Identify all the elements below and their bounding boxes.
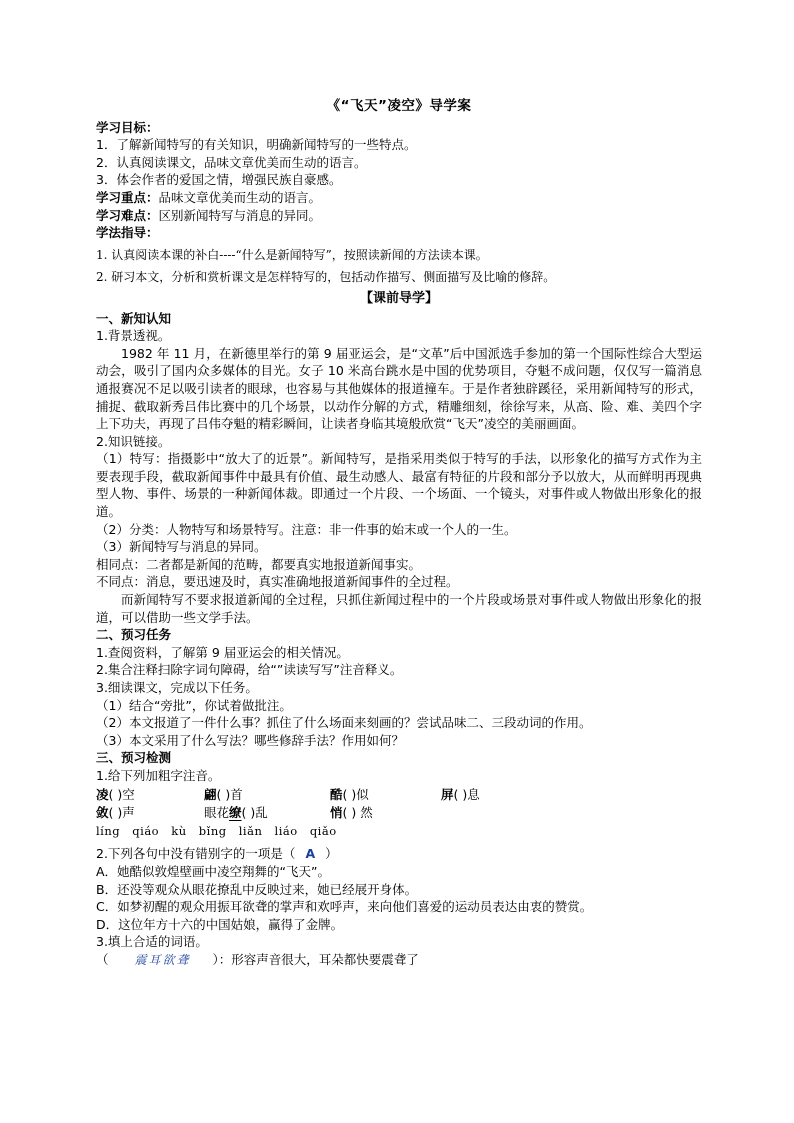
char-row-1 xyxy=(96,786,702,804)
question-2: 2.下列各句中没有错别字的一项是（ A ） xyxy=(96,846,338,862)
difficulty-line xyxy=(96,207,702,225)
difficulty-label: 学习难点： xyxy=(96,207,159,223)
difficulty-text: 区别新闻特写与消息的异同。 xyxy=(158,207,322,223)
fill-blank-answer: 震耳欲聋 xyxy=(134,952,191,967)
diff-point: 不同点：消息，要迅速及时，真实准确地报道新闻事件的全过程。 xyxy=(96,574,459,590)
goals-heading: 学习目标： xyxy=(96,119,159,135)
char-item: 凌( )空 xyxy=(96,786,135,802)
char-item: 悄( ) 然 xyxy=(330,805,373,821)
char-item: 翩( )首 xyxy=(204,786,243,802)
page-title: 《“飞天”凌空》导学案 xyxy=(326,98,472,114)
goal-item: 2．认真阅读课文，品味文章优美而生动的语言。 xyxy=(96,154,367,170)
goal-item: 1．了解新闻特写的有关知识，明确新闻特写的一些特点。 xyxy=(96,137,417,153)
goal-item: 3．体会作者的爱国之情，增强民族自豪感。 xyxy=(96,172,342,188)
option-item: B．还没等观众从眼花撩乱中反映过来，她已经展开身体。 xyxy=(96,881,418,897)
background-text: 1982 年 11 月，在新德里举行的第 9 届亚运会，是“文革”后中国派选手参加的第一个国际性综合大型运动会，吸引了国内众多媒体的目光。女子 10 米高台跳水是中国的优势项目，夺魁不成问题，仅仅写一篇消息通报赛况不足以吸引读者的眼球，也容易与其他媒体的报道撞车。于是作者独辟蹊径，采用新闻特写的形式，捕捉、截取新秀吕伟比赛中的几个场景，以动作分解的方式，精雕细刻，徐徐写来，从高、险、难、美四个字上下功夫，再现了吕伟夺魁的精彩瞬间，让读者身临其境般欣赏“飞天”凌空的美丽画面。 xyxy=(96,345,702,432)
task-item: 1.查阅资料，了解第 9 届亚运会的相关情况。 xyxy=(96,644,349,660)
task-item: （1）结合“旁批”，你试着做批注。 xyxy=(96,697,292,713)
focus-text: 品味文章优美而生动的语言。 xyxy=(158,189,322,205)
task-item: 3.细读课文，完成以下任务。 xyxy=(96,680,258,695)
feature-note: 而新闻特写不要求报道新闻的全过程，只抓住新闻过程中的一个片段或场景对事件或人物做出形象化的报道，可以借助一些文学手法。 xyxy=(96,592,702,625)
char-item: 屏( )息 xyxy=(441,786,480,802)
question-1: 1.给下列加粗字注音。 xyxy=(96,767,221,783)
task-item: （3）本文采用了什么写法？哪些修辞手法？作用如何？ xyxy=(96,732,404,748)
same-point: 相同点：二者都是新闻的范畴，都要真实地报道新闻事实。 xyxy=(96,556,422,572)
fill-blank-line: （ 震耳欲聋 ）：形容声音很大，耳朵都快要震聋了 xyxy=(96,951,419,967)
char-row-2 xyxy=(96,804,702,822)
method-heading: 学法指导： xyxy=(96,225,159,241)
option-item: D．这位年方十六的中国姑娘，赢得了金牌。 xyxy=(96,916,344,932)
background-label: 1.背景透视。 xyxy=(96,328,171,344)
option-item: C．如梦初醒的观众用振耳欲聋的掌声和欢呼声，来向他们喜爱的运动员表达由衷的赞赏。 xyxy=(96,899,593,915)
task-item: （2）本文报道了一件什么事？抓住了什么场面来刻画的？尝试品味二、三段动词的作用。 xyxy=(96,715,592,731)
focus-line xyxy=(96,189,702,207)
task-item: 2.集合注释扫除字词句障碍，给“”读读写写”注音释义。 xyxy=(96,662,403,678)
part3-heading: 三、预习检测 xyxy=(96,750,172,766)
method-item: 2. 研习本文，分析和赏析课文是怎样特写的，包括动作描写、侧面描写及比喻的修辞。 xyxy=(96,270,556,285)
document-page xyxy=(96,98,702,970)
focus-label: 学习重点： xyxy=(96,189,159,205)
char-item: 酷( )似 xyxy=(330,786,369,802)
char-item: 眼花缭( )乱 xyxy=(204,805,268,821)
knowledge-item: （3）新闻特写与消息的异同。 xyxy=(96,539,267,555)
knowledge-item: （2）分类：人物特写和场景特写。注意：非一件事的始末或一个人的一生。 xyxy=(96,521,517,537)
knowledge-item: （1）特写：指摄影中“放大了的近景”。新闻特写，是指采用类似于特写的手法，以形象化的描写方式作为主要表现手段，截取新闻事件中最具有价值、最生动感人、最富有特征的片段和部分予以放大，从而鲜明再现典型人物、事件、场景的一种新闻体裁。即通过一个片段、一个场面、一个镜头，对事件或人物做出形象化的报道。 xyxy=(96,451,702,520)
question-3: 3.填上合适的词语。 xyxy=(96,934,208,950)
knowledge-label: 2.知识链接。 xyxy=(96,433,171,449)
method-item: 1. 认真阅读本课的补白----“什么是新闻特写”，按照读新闻的方法读本课。 xyxy=(96,247,488,262)
char-item: 敛( )声 xyxy=(96,805,135,821)
option-item: A．她酷似敦煌壁画中凌空翔舞的“飞天”。 xyxy=(96,863,331,879)
question-2-answer: A xyxy=(305,846,316,862)
pinyin-answers: líng qiáo kù bǐng liǎn liáo qiǎo xyxy=(96,823,337,838)
part2-heading: 二、预习任务 xyxy=(96,627,172,643)
part1-heading: 一、新知认知 xyxy=(96,310,172,326)
preview-section-heading: 【课前导学】 xyxy=(359,290,438,306)
